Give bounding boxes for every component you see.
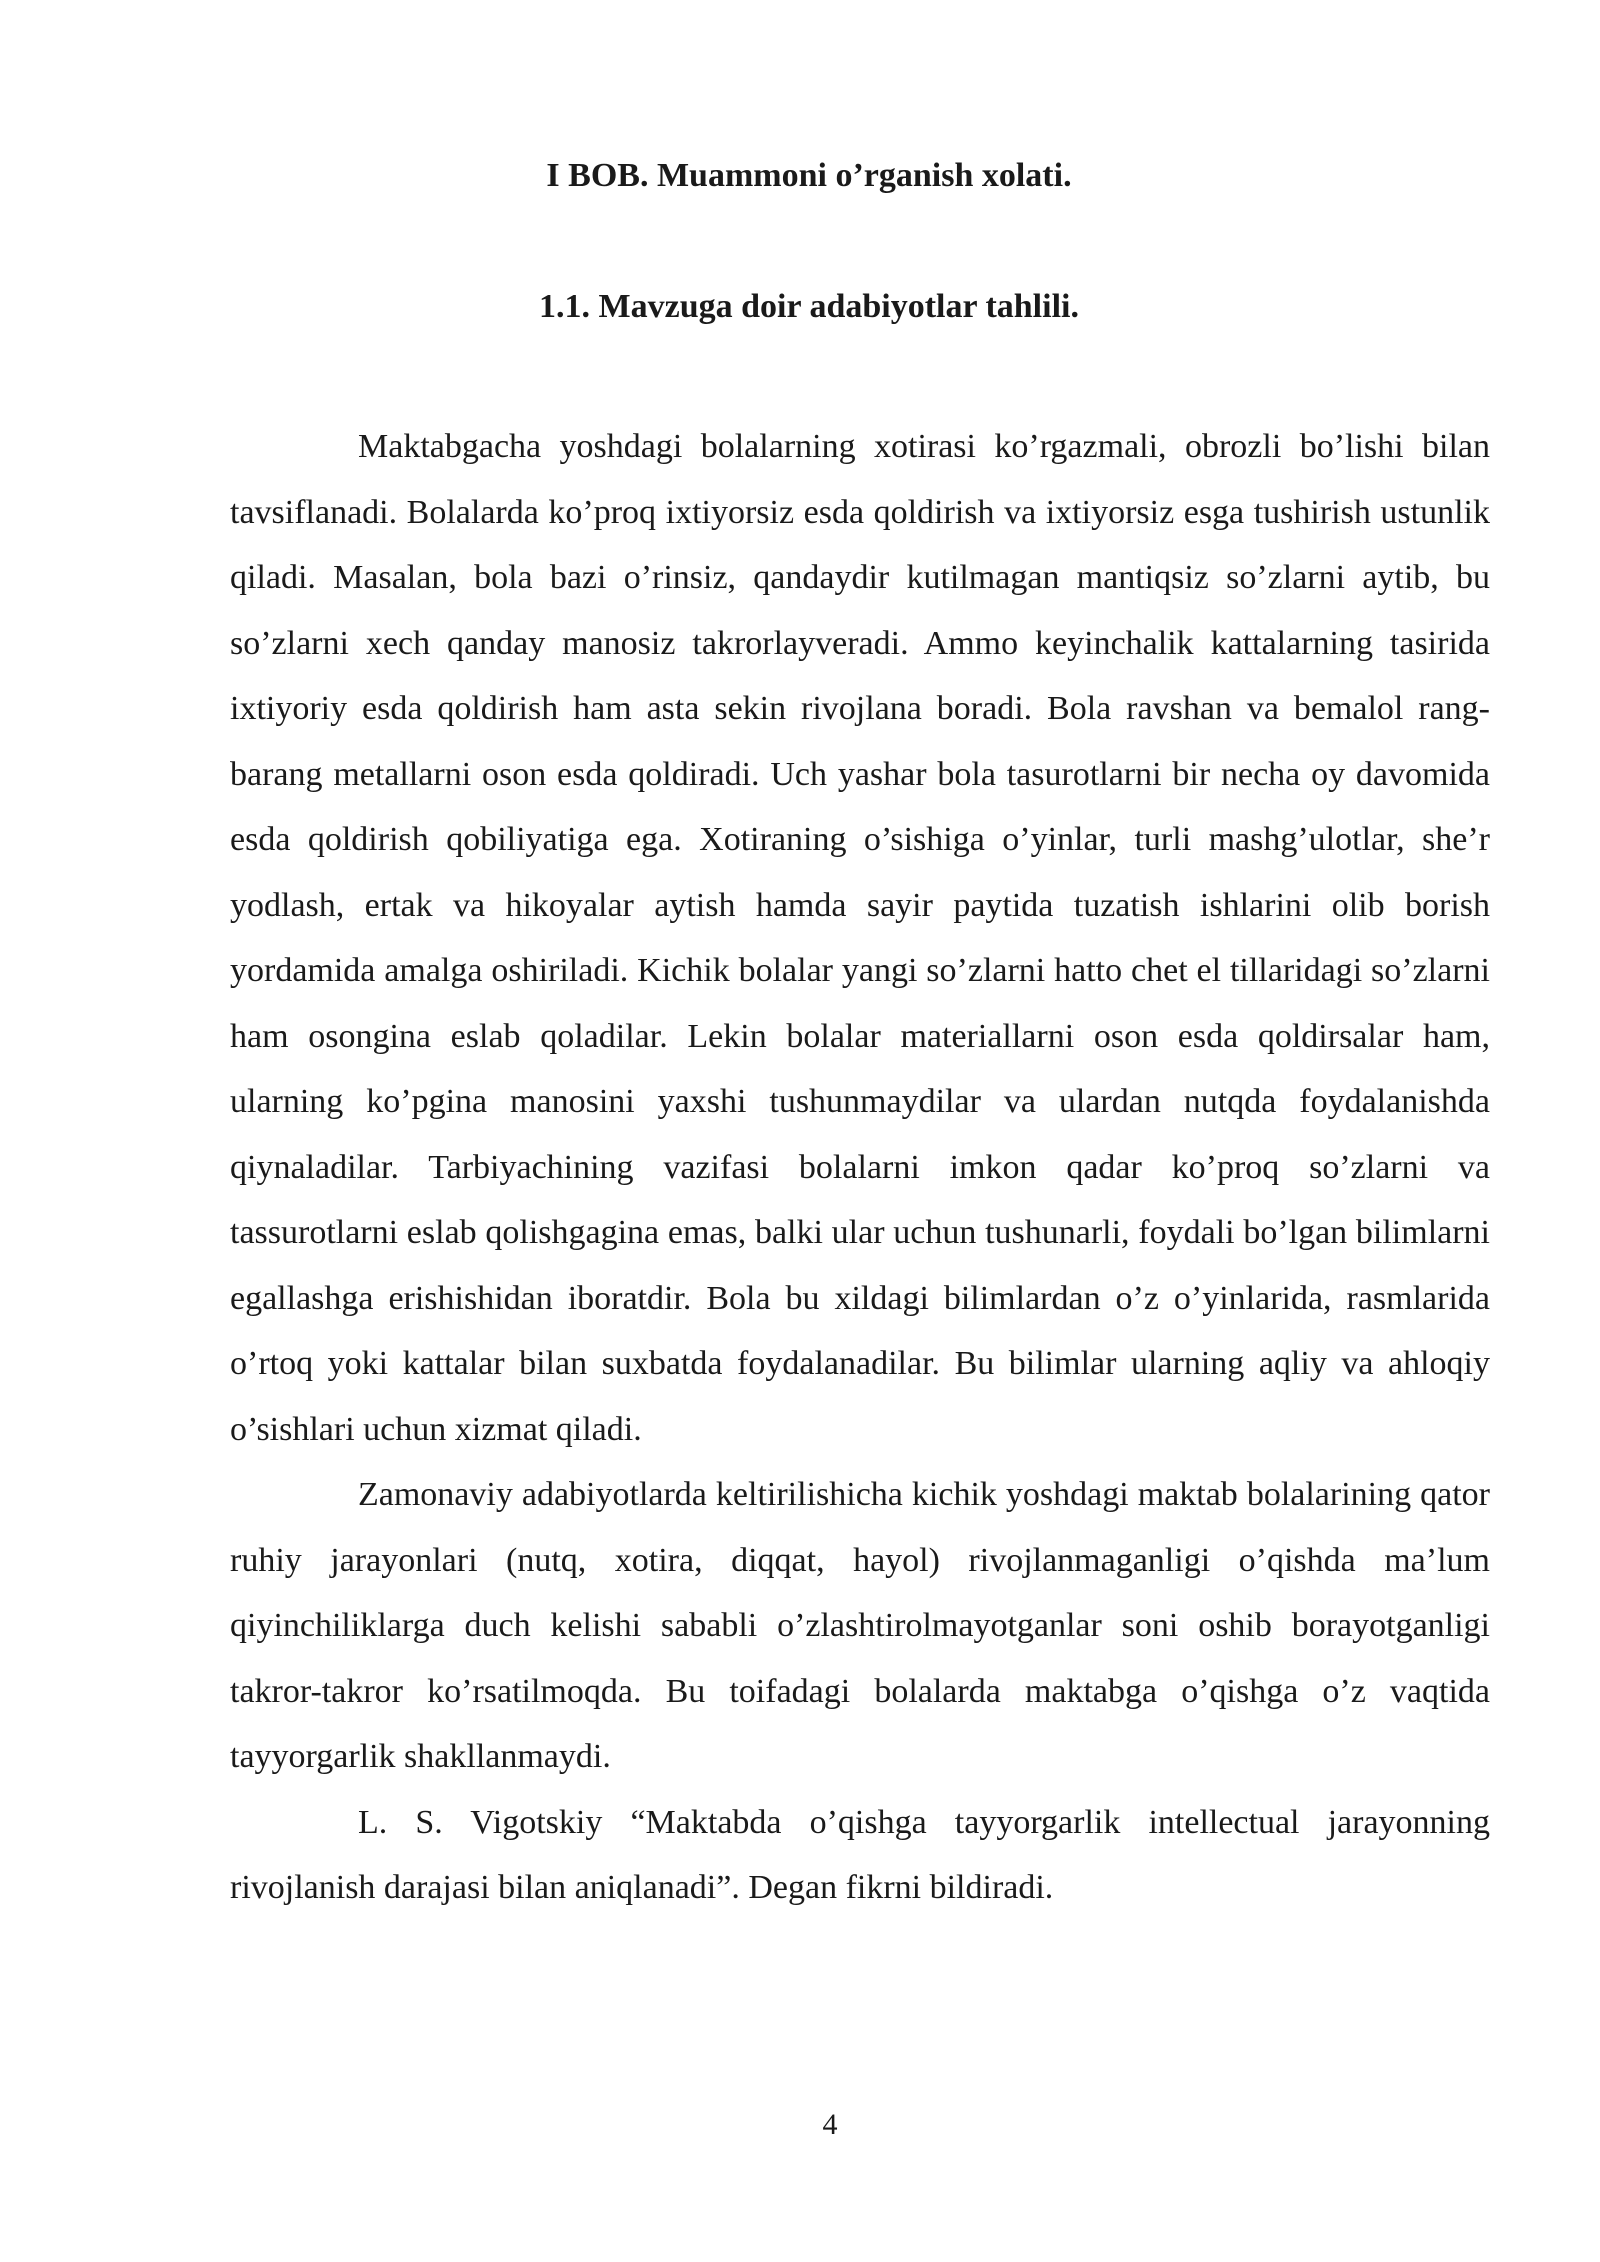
section-title: 1.1. Mavzuga doir adabiyotlar tahlili. xyxy=(539,288,1079,325)
paragraph: L. S. Vigotskiy “Maktabda o’qishga tayyorgarlik intellectual jarayonning rivojlanish darajasi bilan aniqlanadi”. Degan fikrni bildiradi. xyxy=(230,1803,1490,1906)
paragraph: Maktabgacha yoshdagi bolalarning xotirasi ko’rgazmali, obrozli bo’lishi bilan tavsiflanadi. Bolalarda ko’proq ixtiyorsiz esda qoldirish va ixtiyorsiz esga tushirish ustunlik qiladi. Masalan, bola bazi o’rinsiz, qandaydir kutilmagan mantiqsiz so’zlarni aytib, bu so’zlarni xech qanday manosiz takrorlayveradi. Ammo keyinchalik kattalarning tasirida ixtiyoriy esda qoldirish ham asta sekin rivojlana boradi. Bola ravshan va bemalol rang-barang metallarni oson esda qoldiradi. Uch yashar bola tasurotlarni bir necha oy davomida esda qoldirish qobiliyatiga ega. Xotiraning o’sishiga o’yinlar, turli mashg’ulotlar, she’r yodlash, ertak va hikoyalar aytish hamda sayir paytida tuzatish ishlarini olib borish yordamida amalga oshiriladi. Kichik bolalar yangi so’zlarni hatto chet el tillaridagi so’zlarni ham osongina eslab qoladilar. Lekin bolalar materiallarni oson esda qoldirsalar ham, ularning ko’pgina manosini yaxshi tushunmaydilar va ulardan nutqda foydalanishda qiynaladilar. Tarbiyachining vazifasi bolalarni imkon qadar ko’proq so’zlarni va tassurotlarni eslab qolishgagina emas, balki ular uchun tushunarli, foydali bo’lgan bilimlarni egallashga erishishidan iboratdir. Bola bu xildagi bilimlardan o’z o’yinlarida, rasmlarida o’rtoq yoki kattalar bilan suxbatda foydalanadilar. Bu bilimlar ularning aqliy va ahloqiy o’sishlari uchun xizmat qiladi. xyxy=(230,428,1490,1448)
chapter-title: I BOB. Muammoni o’rganish xolati. xyxy=(546,157,1072,194)
body-text xyxy=(230,414,1490,1921)
paragraph: Zamonaviy adabiyotlarda keltirilishicha kichik yoshdagi maktab bolalarining qator ruhiy jarayonlari (nutq, xotira, diqqat, hayol) rivojlanmaganligi o’qishda ma’lum qiyinchiliklarga duch kelishi sababli o’zlashtirolmayotganlar soni oshib borayotganligi takror-takror ko’rsatilmoqda. Bu toifadagi bolalarda maktabga o’qishga o’z vaqtida tayyorgarlik shakllanmaydi. xyxy=(230,1476,1490,1775)
page-number: 4 xyxy=(822,2108,838,2141)
